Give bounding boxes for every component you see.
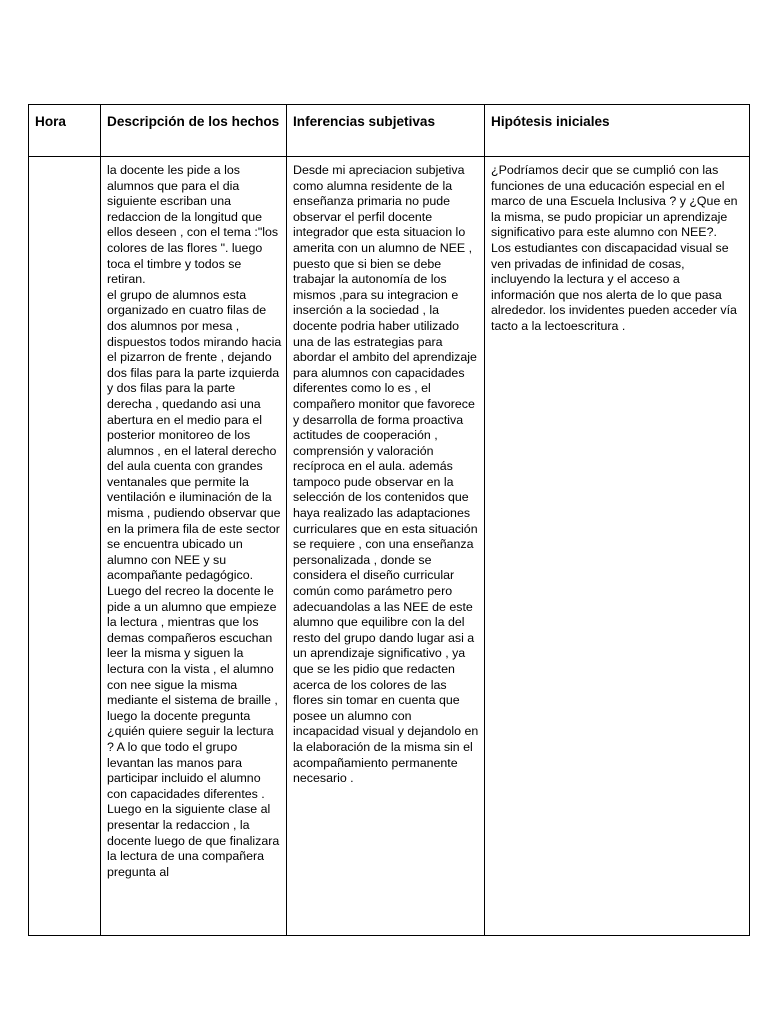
cell-hipotesis (485, 157, 750, 936)
observation-table (28, 104, 750, 936)
descripcion-text: la docente les pide a los alumnos que para el dia siguiente escriban una redaccion de la longitud que ellos deseen , con el tema :"los colores de las flores ". luego toca el timbre y todos se retiran. el grupo de alumnos esta organizado en cuatro filas de dos alumnos por mesa , dispuestos todos mirando hacia el pizarron de frente , dejando dos filas para la parte izquierda y dos filas para la parte derecha , quedando asi una abertura en el medio para el posterior monitoreo de los alumnos , en el lateral derecho del aula cuenta con grandes ventanales que permite la ventilación e iluminación de la misma , pudiendo observar que en la primera fila de este sector se encuentra ubicado un alumno con NEE y su acompañante pedagógico. Luego del recreo la docente le pide a un alumno que empieze la lectura , mientras que los demas compañeros escuchan leer la misma y siguen la lectura con la vista , el alumno con nee sigue la misma mediante el sistema de braille , luego la docente pregunta ¿quién quiere seguir la lectura ? A lo que todo el grupo levantan las manos para participar incluido el alumno con capacidades diferentes . Luego en la siguiente clase al presentar la redaccion , la docente luego de que finalizara la lectura de una compañera pregunta al (107, 163, 282, 879)
cell-descripcion (101, 157, 287, 936)
header-descripcion: Descripción de los hechos (101, 105, 287, 157)
table-row (29, 157, 750, 936)
inferencias-text: Desde mi apreciacion subjetiva como alumna residente de la enseñanza primaria no pude observar el perfil docente integrador que esta situacion lo amerita con un alumno de NEE , puesto que si bien se debe trabajar la autonomía de los mismos ,para su integracion e inserción a la sociedad , la docente podria haber utilizado una de las estrategias para abordar el ambito del aprendizaje para alumnos con capacidades diferentes como lo es , el compañero monitor que favorece y desarrolla de forma proactiva actitudes de cooperación , comprensión y valoración recíproca en el aula. además tampoco pude observar en la selección de los contenidos que haya realizado las adaptaciones curriculares que en esta situación se requiere , con una enseñanza personalizada , donde se considera el diseño curricular común como parámetro pero adecuandolas a las NEE de este alumno que equilibre con la del resto del grupo dando lugar asi a un aprendizaje significativo , ya que se les pidio que redacten acerca de los colores de las flores sin tomar en cuenta que posee un alumno con incapacidad visual y dejandolo en la elaboración de la misma sin el acompañamiento permanente necesario . (293, 163, 479, 786)
hipotesis-text-2: Los estudiantes con discapacidad visual se ven privadas de infinidad de cosas, incluyendo la lectura y el acceso a información que nos alerta de lo que pasa alrededor. los invidentes pueden acceder vía tacto a la lectoescritura . (491, 240, 737, 333)
header-inferencias: Inferencias subjetivas (287, 105, 485, 157)
header-hora: Hora (29, 105, 101, 157)
header-hipotesis: Hipótesis iniciales (485, 105, 750, 157)
cell-inferencias (287, 157, 485, 936)
hipotesis-text-1: ¿Podríamos decir que se cumplió con las funciones de una educación especial en el marco de una Escuela Inclusiva ? y ¿Que en la misma, se pudo propiciar un aprendizaje significativo para este alumno con NEE?. (491, 163, 738, 240)
cell-hora (29, 157, 101, 936)
table-header-row (29, 105, 750, 157)
